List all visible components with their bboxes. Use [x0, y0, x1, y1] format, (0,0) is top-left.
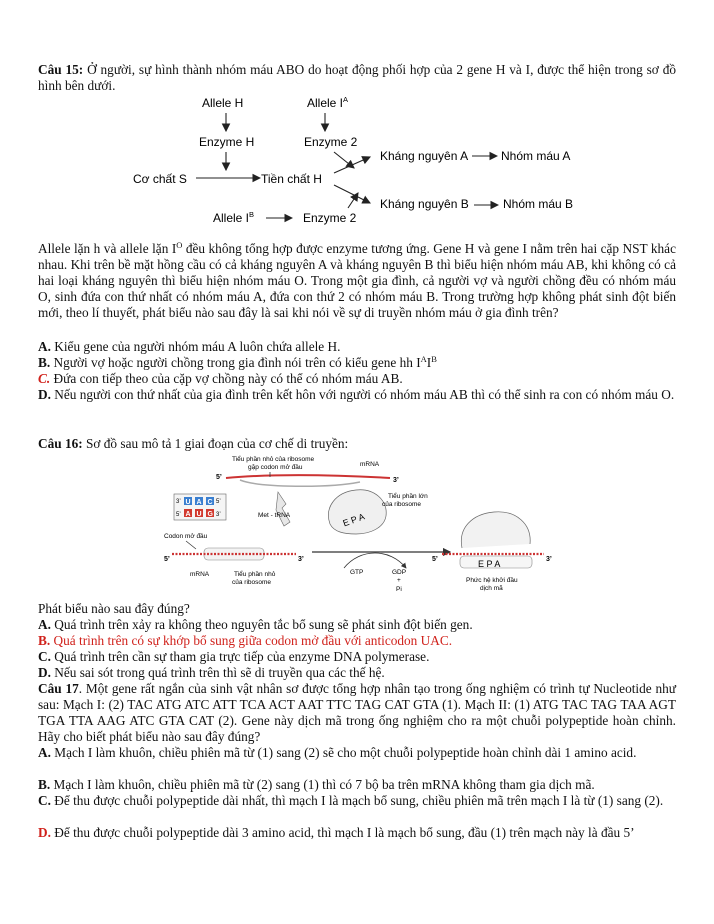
- q16-stem: [38, 436, 676, 452]
- enzyme-h-label: Enzyme H: [199, 135, 255, 149]
- q16-option-a: [38, 617, 676, 633]
- q15-label: Câu 15:: [38, 62, 84, 77]
- q17-option-b-key: B.: [38, 777, 51, 792]
- q17-option-c-text: Để thu được chuỗi polypeptide dài nhất, thì mạch I là mạch bổ sung, chiều phiên mã trên mạch I là từ (1) sang (2).: [50, 793, 664, 808]
- q16-stem-text: Sơ đồ sau mô tả 1 giai đoạn của cơ chế di truyền:: [82, 436, 349, 451]
- label-complex-2: dịch mã: [480, 585, 503, 592]
- q15-option-b-key: B.: [38, 355, 51, 370]
- enzyme-2-top-label: Enzyme 2: [304, 135, 358, 149]
- label-epa-complex: E P A: [478, 559, 501, 569]
- label-mrna-top: mRNA: [360, 461, 380, 468]
- initiation-complex-shape: [461, 512, 530, 548]
- codon-base-3: G: [207, 511, 213, 518]
- q15-body-sup: O: [176, 240, 183, 250]
- q16-option-b: [38, 633, 676, 649]
- label-small-subunit-meets: Tiểu phần nhỏ của ribosome: [232, 456, 315, 463]
- q15-option-a: [38, 339, 676, 355]
- label-pi: Pi: [396, 586, 402, 593]
- q15-option-b: [38, 355, 676, 371]
- small-subunit-bottom: [204, 548, 264, 560]
- q17-option-c-key: C.: [38, 793, 51, 808]
- q17-option-a-text: Mạch I làm khuôn, chiều phiên mã từ (1) sang (2) sẽ cho một chuỗi polypeptide hoàn chỉnh dài 1 amino acid.: [50, 745, 637, 760]
- pointer-start-codon: [186, 541, 196, 549]
- q15-body: [38, 241, 676, 321]
- antigen-b-label: Kháng nguyên B: [380, 197, 469, 211]
- label-gtp: GTP: [350, 569, 364, 576]
- blood-b-label: Nhóm máu B: [503, 197, 574, 211]
- allele-h-label: Allele H: [202, 96, 244, 110]
- blood-group-diagram: [0, 0, 714, 240]
- label-large-subunit-2: của ribosome: [382, 501, 422, 508]
- q15-option-b-sup2: B: [431, 354, 437, 364]
- q15-option-c: [38, 371, 676, 387]
- arrow-precursor-antigen-b: [334, 185, 370, 203]
- q15-stem-text: Ở người, sự hình thành nhóm máu ABO do hoạt động phối hợp của 2 gene H và I, được thể hiện trong sơ đồ hình bên dưới.: [38, 62, 676, 93]
- q16-option-d-text: Nếu sai sót trong quá trình trên thì sẽ di truyền qua các thế hệ.: [50, 665, 385, 680]
- small-subunit-top: [240, 480, 360, 486]
- anticodon-base-1: U: [185, 499, 191, 506]
- q15-body-part1: Allele lặn h và allele lặn I: [38, 241, 177, 256]
- q16-label: Câu 16:: [38, 436, 83, 451]
- codon-base-2: U: [196, 511, 202, 518]
- q16-prompt: Phát biểu nào sau đây đúng?: [38, 601, 190, 616]
- label-small-subunit-meets-2: gặp codon mở đầu: [248, 464, 303, 471]
- q15-option-b-mid: I: [426, 355, 432, 370]
- label-complex: Phức hệ khởi đầu: [466, 577, 518, 584]
- label-3-prime-codon: 3’: [216, 512, 221, 518]
- allele-ib-label: Allele $I^B$: [213, 210, 255, 225]
- q17-option-d: [38, 825, 676, 841]
- label-3-prime-complex: 3’: [546, 556, 552, 563]
- q16-option-c-text: Quá trình trên cần sự tham gia trực tiếp của enzyme DNA polymerase.: [50, 649, 430, 664]
- q17-stem: [38, 681, 676, 745]
- q17-option-d-key: D.: [38, 825, 51, 840]
- q17-option-a-key: A.: [38, 745, 51, 760]
- q16-option-d-key: D.: [38, 665, 51, 680]
- q16-option-a-text: Quá trình trên xảy ra không theo nguyên tắc bổ sung sẽ phát sinh đột biến gen.: [50, 617, 473, 632]
- q16-option-d: [38, 665, 676, 681]
- q15-option-d-text: Nếu người con thứ nhất của gia đình trên kết hôn với người có nhóm máu AB thì có thể sinh ra con có nhóm máu O.: [50, 387, 675, 402]
- mrna-strand-top: [226, 475, 390, 478]
- arrow-precursor-antigen-a: [334, 157, 370, 173]
- substrate-label: Cơ chất S: [133, 172, 187, 186]
- q17-option-b: [38, 777, 676, 793]
- codon-base-1: A: [185, 511, 191, 518]
- q15-option-a-key: A.: [38, 339, 51, 354]
- label-5-prime-anticodon: 5’: [216, 499, 221, 505]
- enzyme-2-bottom-label: Enzyme 2: [303, 211, 357, 225]
- large-subunit-shape: [328, 490, 386, 534]
- q17-option-d-text: Để thu được chuỗi polypeptide dài 3 amino acid, thì mạch I là mạch bổ sung, đầu (1) trên mạch này là đầu 5’: [50, 825, 635, 840]
- label-mrna-bottom: mRNA: [190, 571, 210, 578]
- label-5-prime-complex: 5’: [432, 556, 438, 563]
- q17-stem-text: . Một gene rất ngắn của sinh vật nhân sơ được tổng hợp nhân tạo trong ống nghiệm có trình tự Nucleotide như sau: Mạch I: (2) TAC ATG ATC ATT TCA ACT AAT TTC TAG CAT GTA (1). Mạch II: (1) ATG TAC TAG TAA AGT TGA TTA AAG ATC GTA CAT (2). Gene này dịch mã trong ống nghiệm cho ra một chuỗi polypeptide hoàn chỉnh. Hãy cho biết phát biểu nào sau đây đúng?: [38, 681, 676, 744]
- anticodon-base-2: A: [196, 499, 202, 506]
- q17-option-a: [38, 745, 676, 761]
- q15-body-part2: đều không tổng hợp được enzyme tương ứng. Gene H và gene I nằm trên hai cặp NST khác nhau. Khi trên bề mặt hồng cầu có cả kháng nguyên A và kháng nguyên B thì biểu hiện nhóm máu AB, khi không có cả hai loại kháng nguyên thì biểu hiện nhóm máu O. Trong một gia đình, cả người vợ và người chồng đều có nhóm máu O, sinh đứa con thứ nhất có nhóm máu A, đứa con thứ 2 có nhóm máu B. Trong trường hợp không phát sinh đột biến mới, theo lí thuyết, phát biểu nào sau đây là sai khi nói về sự di truyền nhóm máu ở gia đình trên?: [38, 241, 676, 320]
- label-plus: +: [397, 577, 401, 584]
- label-5-prime-codon: 5’: [176, 512, 181, 518]
- label-3-prime-anticodon: 3’: [176, 499, 181, 505]
- label-5-prime-bottom: 5’: [164, 556, 170, 563]
- arrow-enzyme2-to-b: [348, 193, 358, 208]
- q15-option-c-key: C.: [38, 371, 51, 386]
- label-3-prime-top: 3’: [393, 477, 399, 484]
- q16-option-a-key: A.: [38, 617, 51, 632]
- q15-option-a-text: Kiểu gene của người nhóm máu A luôn chứa allele H.: [50, 339, 341, 354]
- label-5-prime-top: 5’: [216, 474, 222, 481]
- q17-label: Câu 17: [38, 681, 79, 696]
- label-small-subunit: Tiểu phần nhỏ: [234, 571, 276, 578]
- label-large-subunit: Tiểu phần lớn: [388, 493, 428, 500]
- label-met-trna: Met - tRNA: [258, 512, 291, 519]
- translation-initiation-figure: [160, 452, 560, 600]
- label-epa-large: E P A: [341, 511, 366, 529]
- blood-a-label: Nhóm máu A: [501, 149, 571, 163]
- q16-option-b-text: Quá trình trên có sự khớp bổ sung giữa codon mở đầu với anticodon UAC.: [50, 633, 453, 648]
- q16-option-c-key: C.: [38, 649, 51, 664]
- q16-option-b-key: B.: [38, 633, 51, 648]
- allele-ia-label: Allele $I^A$: [307, 95, 349, 110]
- met-trna-shape: [276, 492, 290, 526]
- anticodon-base-3: C: [207, 499, 213, 506]
- q15-option-d-key: D.: [38, 387, 51, 402]
- antigen-a-label: Kháng nguyên A: [380, 149, 469, 163]
- label-3-prime-bottom: 3’: [298, 556, 304, 563]
- label-small-subunit-2: của ribosome: [232, 579, 272, 586]
- q15-option-c-text: Đứa con tiếp theo của cặp vợ chồng này có thể có nhóm máu AB.: [50, 371, 403, 386]
- q15-option-d: [38, 387, 676, 403]
- label-start-codon: Codon mở đầu: [164, 533, 208, 540]
- q16-option-c: [38, 649, 676, 665]
- gtp-curve: [344, 553, 406, 568]
- q17-option-b-text: Mạch I làm khuôn, chiều phiên mã từ (2) sang (1) thì có 7 bộ ba trên mRNA không tham gia dịch mã.: [50, 777, 595, 792]
- q17-option-c: [38, 793, 676, 809]
- label-gdp: GDP: [392, 569, 407, 576]
- q15-option-b-text: Người vợ hoặc người chồng trong gia đình nói trên có kiểu gene hh I: [50, 355, 421, 370]
- precursor-label: Tiền chất H: [261, 172, 322, 186]
- q15-option-b-sup1: A: [420, 354, 427, 364]
